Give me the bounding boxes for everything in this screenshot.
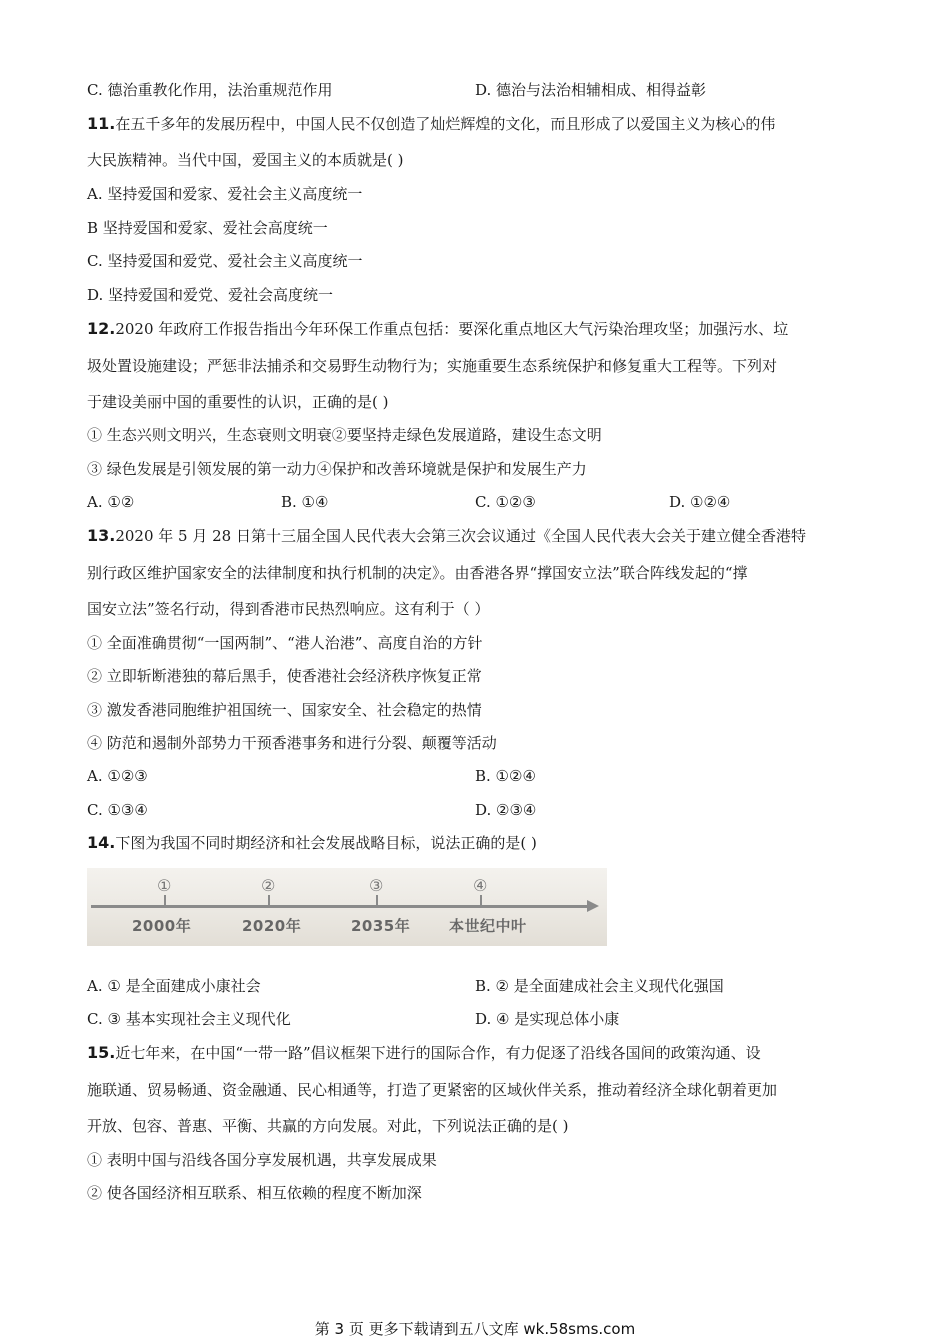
q11-option-b: B 坚持爱国和爱家、爱社会高度统一 <box>87 219 328 237</box>
timeline-axis <box>91 905 591 908</box>
q11-stem-line1: 11.在五千多年的发展历程中，中国人民不仅创造了灿烂辉煌的文化，而且形成了以爱国主义为核心的伟 <box>87 114 776 133</box>
q15-number: 15. <box>87 1043 116 1062</box>
q11-option-a: A. 坚持爱国和爱家、爱社会主义高度统一 <box>87 185 363 203</box>
q13-option-a: A. ①②③ <box>87 767 148 785</box>
q13-statement-4: ④ 防范和遏制外部势力干预香港事务和进行分裂、颠覆等活动 <box>87 734 497 752</box>
q12-option-c: C. ①②③ <box>475 493 536 511</box>
q12-statement-2: ③ 绿色发展是引领发展的第一动力④保护和改善环境就是保护和发展生产力 <box>87 460 587 478</box>
q11-stem-line2: 大民族精神。当代中国，爱国主义的本质就是( ) <box>87 151 404 169</box>
q13-statement-1: ① 全面准确贯彻“一国两制”、“港人治港”、高度自治的方针 <box>87 634 483 652</box>
q13-stem-line3: 国安立法”签名行动，得到香港市民热烈响应。这有利于（ ） <box>87 600 490 618</box>
q12-statement-1: ① 生态兴则文明兴，生态衰则文明衰②要坚持走绿色发展道路，建设生态文明 <box>87 426 602 444</box>
q13-stem-line1: 13.2020 年 5 月 28 日第十三届全国人民代表大会第三次会议通过《全国人民代表大会关于建立健全香港特 <box>87 526 806 545</box>
q15-statement-1: ① 表明中国与沿线各国分享发展机遇，共享发展成果 <box>87 1151 437 1169</box>
q11-option-c: C. 坚持爱国和爱党、爱社会主义高度统一 <box>87 252 363 270</box>
q15-statement-2: ② 使各国经济相互联系、相互依赖的程度不断加深 <box>87 1184 422 1202</box>
timeline-label-2000: 2000年 <box>132 917 192 935</box>
q15-stem-line2: 施联通、贸易畅通、资金融通、民心相通等，打造了更紧密的区域伙伴关系，推动着经济全球化朝着更加 <box>87 1081 778 1099</box>
timeline-stem-1 <box>164 895 166 905</box>
timeline-mark-4: ④ <box>473 876 488 895</box>
q14-number: 14. <box>87 833 116 852</box>
q15-stem-line1: 15.近七年来，在中国“一带一路”倡议框架下进行的国际合作，有力促逐了沿线各国间的政策沟通、设 <box>87 1043 761 1062</box>
q13-statement-2: ② 立即斩断港独的幕后黑手，使香港社会经济秩序恢复正常 <box>87 667 482 685</box>
timeline-label-2035: 2035年 <box>351 917 411 935</box>
q14-stem: 14.下图为我国不同时期经济和社会发展战略目标，说法正确的是( ) <box>87 833 537 852</box>
q12-option-d: D. ①②④ <box>669 493 731 511</box>
development-timeline-figure <box>87 868 607 946</box>
q12-stem-line2: 圾处置设施建设；严惩非法捕杀和交易野生动物行为；实施重要生态系统保护和修复重大工程等。下列对 <box>87 357 778 375</box>
q11-number: 11. <box>87 114 116 133</box>
page-footer: 第 3 页 更多下载请到五八文库 wk.58sms.com <box>314 1320 636 1338</box>
timeline-arrow-icon <box>587 900 599 912</box>
q10-option-d: D. 德治与法治相辅相成、相得益彰 <box>475 81 707 99</box>
timeline-stem-4 <box>480 895 482 905</box>
q12-option-b: B. ①④ <box>281 493 329 511</box>
timeline-label-mid-century: 本世纪中叶 <box>449 917 527 935</box>
q14-option-b: B. ② 是全面建成社会主义现代化强国 <box>475 977 724 995</box>
q12-stem-line1: 12.2020 年政府工作报告指出今年环保工作重点包括：要深化重点地区大气污染治理攻坚；加强污水、垃 <box>87 319 789 338</box>
q12-stem-line3: 于建设美丽中国的重要性的认识，正确的是( ) <box>87 393 389 411</box>
q12-option-a: A. ①② <box>87 493 135 511</box>
q10-option-c: C. 德治重教化作用，法治重规范作用 <box>87 81 333 99</box>
q13-option-d: D. ②③④ <box>475 801 537 819</box>
q13-option-b: B. ①②④ <box>475 767 536 785</box>
q12-number: 12. <box>87 319 116 338</box>
timeline-mark-1: ① <box>157 876 172 895</box>
q14-option-a: A. ① 是全面建成小康社会 <box>87 977 261 995</box>
timeline-stem-3 <box>376 895 378 905</box>
q11-option-d: D. 坚持爱国和爱党、爱社会高度统一 <box>87 286 334 304</box>
timeline-mark-3: ③ <box>369 876 384 895</box>
q13-statement-3: ③ 激发香港同胞维护祖国统一、国家安全、社会稳定的热情 <box>87 701 482 719</box>
q15-stem-line3: 开放、包容、普惠、平衡、共赢的方向发展。对此，下列说法正确的是( ) <box>87 1117 569 1135</box>
q14-option-c: C. ③ 基本实现社会主义现代化 <box>87 1010 291 1028</box>
q14-option-d: D. ④ 是实现总体小康 <box>475 1010 620 1028</box>
q13-option-c: C. ①③④ <box>87 801 148 819</box>
q13-stem-line2: 别行政区维护国家安全的法律制度和执行机制的决定》。由香港各界“撑国安立法”联合阵线发起的“撑 <box>87 564 748 582</box>
timeline-mark-2: ② <box>261 876 276 895</box>
timeline-label-2020: 2020年 <box>242 917 302 935</box>
q13-number: 13. <box>87 526 116 545</box>
timeline-stem-2 <box>268 895 270 905</box>
